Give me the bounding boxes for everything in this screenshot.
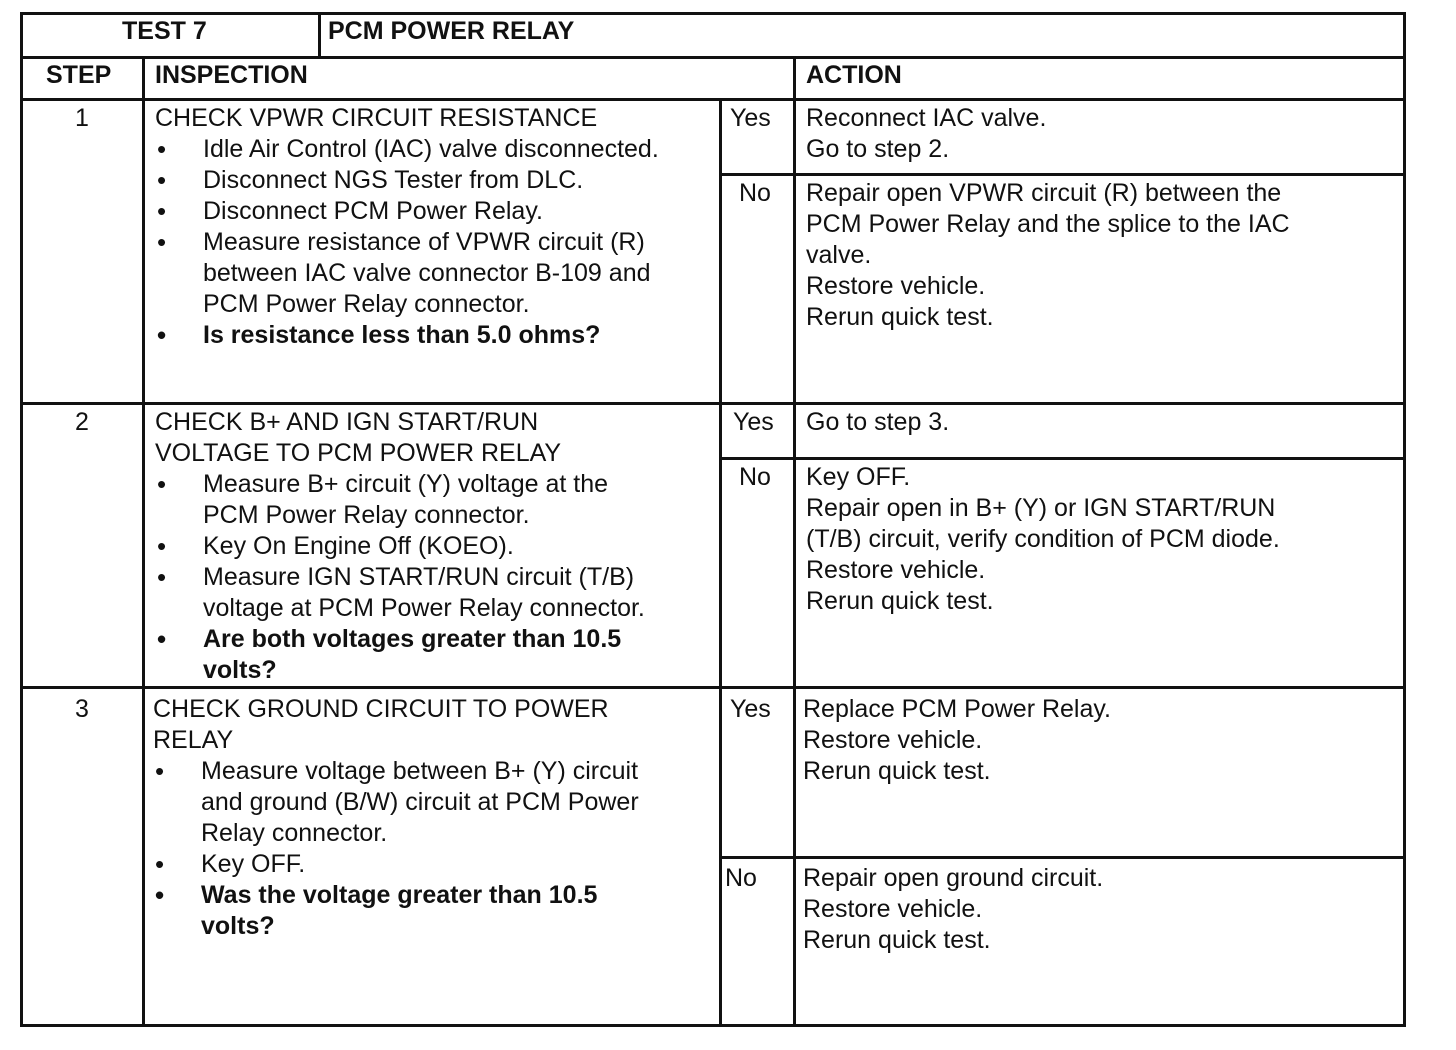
step3-yes-no-divider: [719, 856, 1406, 859]
step1-divider: [20, 402, 1406, 405]
step-number: 2: [75, 408, 89, 436]
step-question: • Is resistance less than 5.0 ohms?: [155, 320, 659, 351]
action-col-divider: [793, 56, 796, 1027]
bullet-line: • Measure B+ circuit (Y) voltage at the: [203, 470, 609, 498]
result-col-divider: [719, 98, 722, 1027]
no-label: No: [739, 179, 771, 207]
bullet-line: voltage at PCM Power Relay connector.: [203, 594, 645, 622]
test-title: PCM POWER RELAY: [328, 17, 575, 45]
action-line: valve.: [806, 241, 872, 269]
action-line: PCM Power Relay and the splice to the IAC: [806, 210, 1290, 238]
no-label: No: [739, 463, 771, 491]
yes-label: Yes: [730, 104, 771, 132]
no-action: [806, 462, 1280, 617]
step-title-line: RELAY: [153, 726, 234, 754]
bullet-item: [155, 562, 645, 624]
bullet-item: • Disconnect NGS Tester from DLC.: [155, 165, 659, 196]
question-line: • Was the voltage greater than 10.5: [201, 881, 598, 909]
step-title: CHECK GROUND CIRCUIT TO POWER: [153, 695, 609, 723]
step1-yes-no-divider: [721, 173, 1406, 176]
no-action: [806, 178, 1290, 333]
action-line: Restore vehicle.: [803, 895, 983, 923]
step-title-line: VOLTAGE TO PCM POWER RELAY: [155, 439, 562, 467]
bullet-line: PCM Power Relay connector.: [203, 290, 530, 318]
question-line: volts?: [203, 656, 277, 684]
col-step-header: STEP: [46, 61, 112, 89]
no-label: No: [725, 864, 757, 892]
test-label: TEST 7: [122, 17, 207, 45]
col-inspection-header: INSPECTION: [155, 61, 308, 89]
bullet-line: between IAC valve connector B-109 and: [203, 259, 651, 287]
action-line: Replace PCM Power Relay.: [803, 695, 1111, 723]
col-action-header: ACTION: [806, 61, 902, 89]
action-line: Repair open in B+ (Y) or IGN START/RUN: [806, 494, 1276, 522]
step-inspection: [153, 694, 639, 942]
action-line: Restore vehicle.: [803, 726, 983, 754]
yes-label: Yes: [733, 408, 774, 436]
step-title: CHECK B+ AND IGN START/RUN: [155, 408, 539, 436]
step-question: [153, 880, 639, 942]
bullet-line: PCM Power Relay connector.: [203, 501, 530, 529]
action-line: Key OFF.: [806, 463, 911, 491]
yes-label: Yes: [730, 695, 771, 723]
action-line: Repair open ground circuit.: [803, 864, 1104, 892]
action-line: Restore vehicle.: [806, 272, 986, 300]
question-line: volts?: [201, 912, 275, 940]
bullet-item: [155, 469, 645, 531]
action-line: Reconnect IAC valve.: [806, 104, 1047, 132]
action-line: Rerun quick test.: [803, 757, 991, 785]
bullet-list: [155, 469, 645, 686]
yes-action: [806, 407, 949, 438]
step2-divider: [20, 686, 1406, 689]
no-action: [803, 863, 1103, 956]
bullet-line: • Measure resistance of VPWR circuit (R): [203, 228, 645, 256]
bullet-item: [153, 756, 639, 849]
bullet-line: • Measure IGN START/RUN circuit (T/B): [203, 563, 635, 591]
action-line: Rerun quick test.: [803, 926, 991, 954]
step2-yes-no-divider: [721, 457, 1406, 460]
colhead-divider: [20, 98, 1406, 101]
action-line: Go to step 3.: [806, 408, 950, 436]
yes-action: [806, 103, 1046, 165]
header-divider: [20, 56, 1406, 59]
step-col-divider: [142, 56, 145, 1027]
step-question: [155, 624, 645, 686]
bullet-list: [155, 134, 659, 351]
bullet-item: • Disconnect PCM Power Relay.: [155, 196, 659, 227]
action-line: Rerun quick test.: [806, 587, 994, 615]
question-line: • Are both voltages greater than 10.5: [203, 625, 622, 653]
action-line: (T/B) circuit, verify condition of PCM diode.: [806, 525, 1280, 553]
bullet-item: [155, 227, 659, 320]
bullet-line: • Measure voltage between B+ (Y) circuit: [201, 757, 639, 785]
title-divider: [318, 12, 321, 58]
bullet-line: Relay connector.: [201, 819, 388, 847]
action-line: Rerun quick test.: [806, 303, 994, 331]
step-number: 1: [75, 104, 89, 132]
action-line: Repair open VPWR circuit (R) between the: [806, 179, 1282, 207]
step-inspection: [155, 103, 659, 351]
step-title: CHECK VPWR CIRCUIT RESISTANCE: [155, 104, 598, 132]
step-inspection: [155, 407, 645, 686]
yes-action: [803, 694, 1111, 787]
bullet-item: • Idle Air Control (IAC) valve disconnected.: [155, 134, 659, 165]
bullet-item: • Key On Engine Off (KOEO).: [155, 531, 645, 562]
bullet-line: and ground (B/W) circuit at PCM Power: [201, 788, 639, 816]
action-line: Go to step 2.: [806, 135, 950, 163]
bullet-list: [153, 756, 639, 942]
action-line: Restore vehicle.: [806, 556, 986, 584]
step-number: 3: [75, 695, 89, 723]
bullet-item: • Key OFF.: [153, 849, 639, 880]
